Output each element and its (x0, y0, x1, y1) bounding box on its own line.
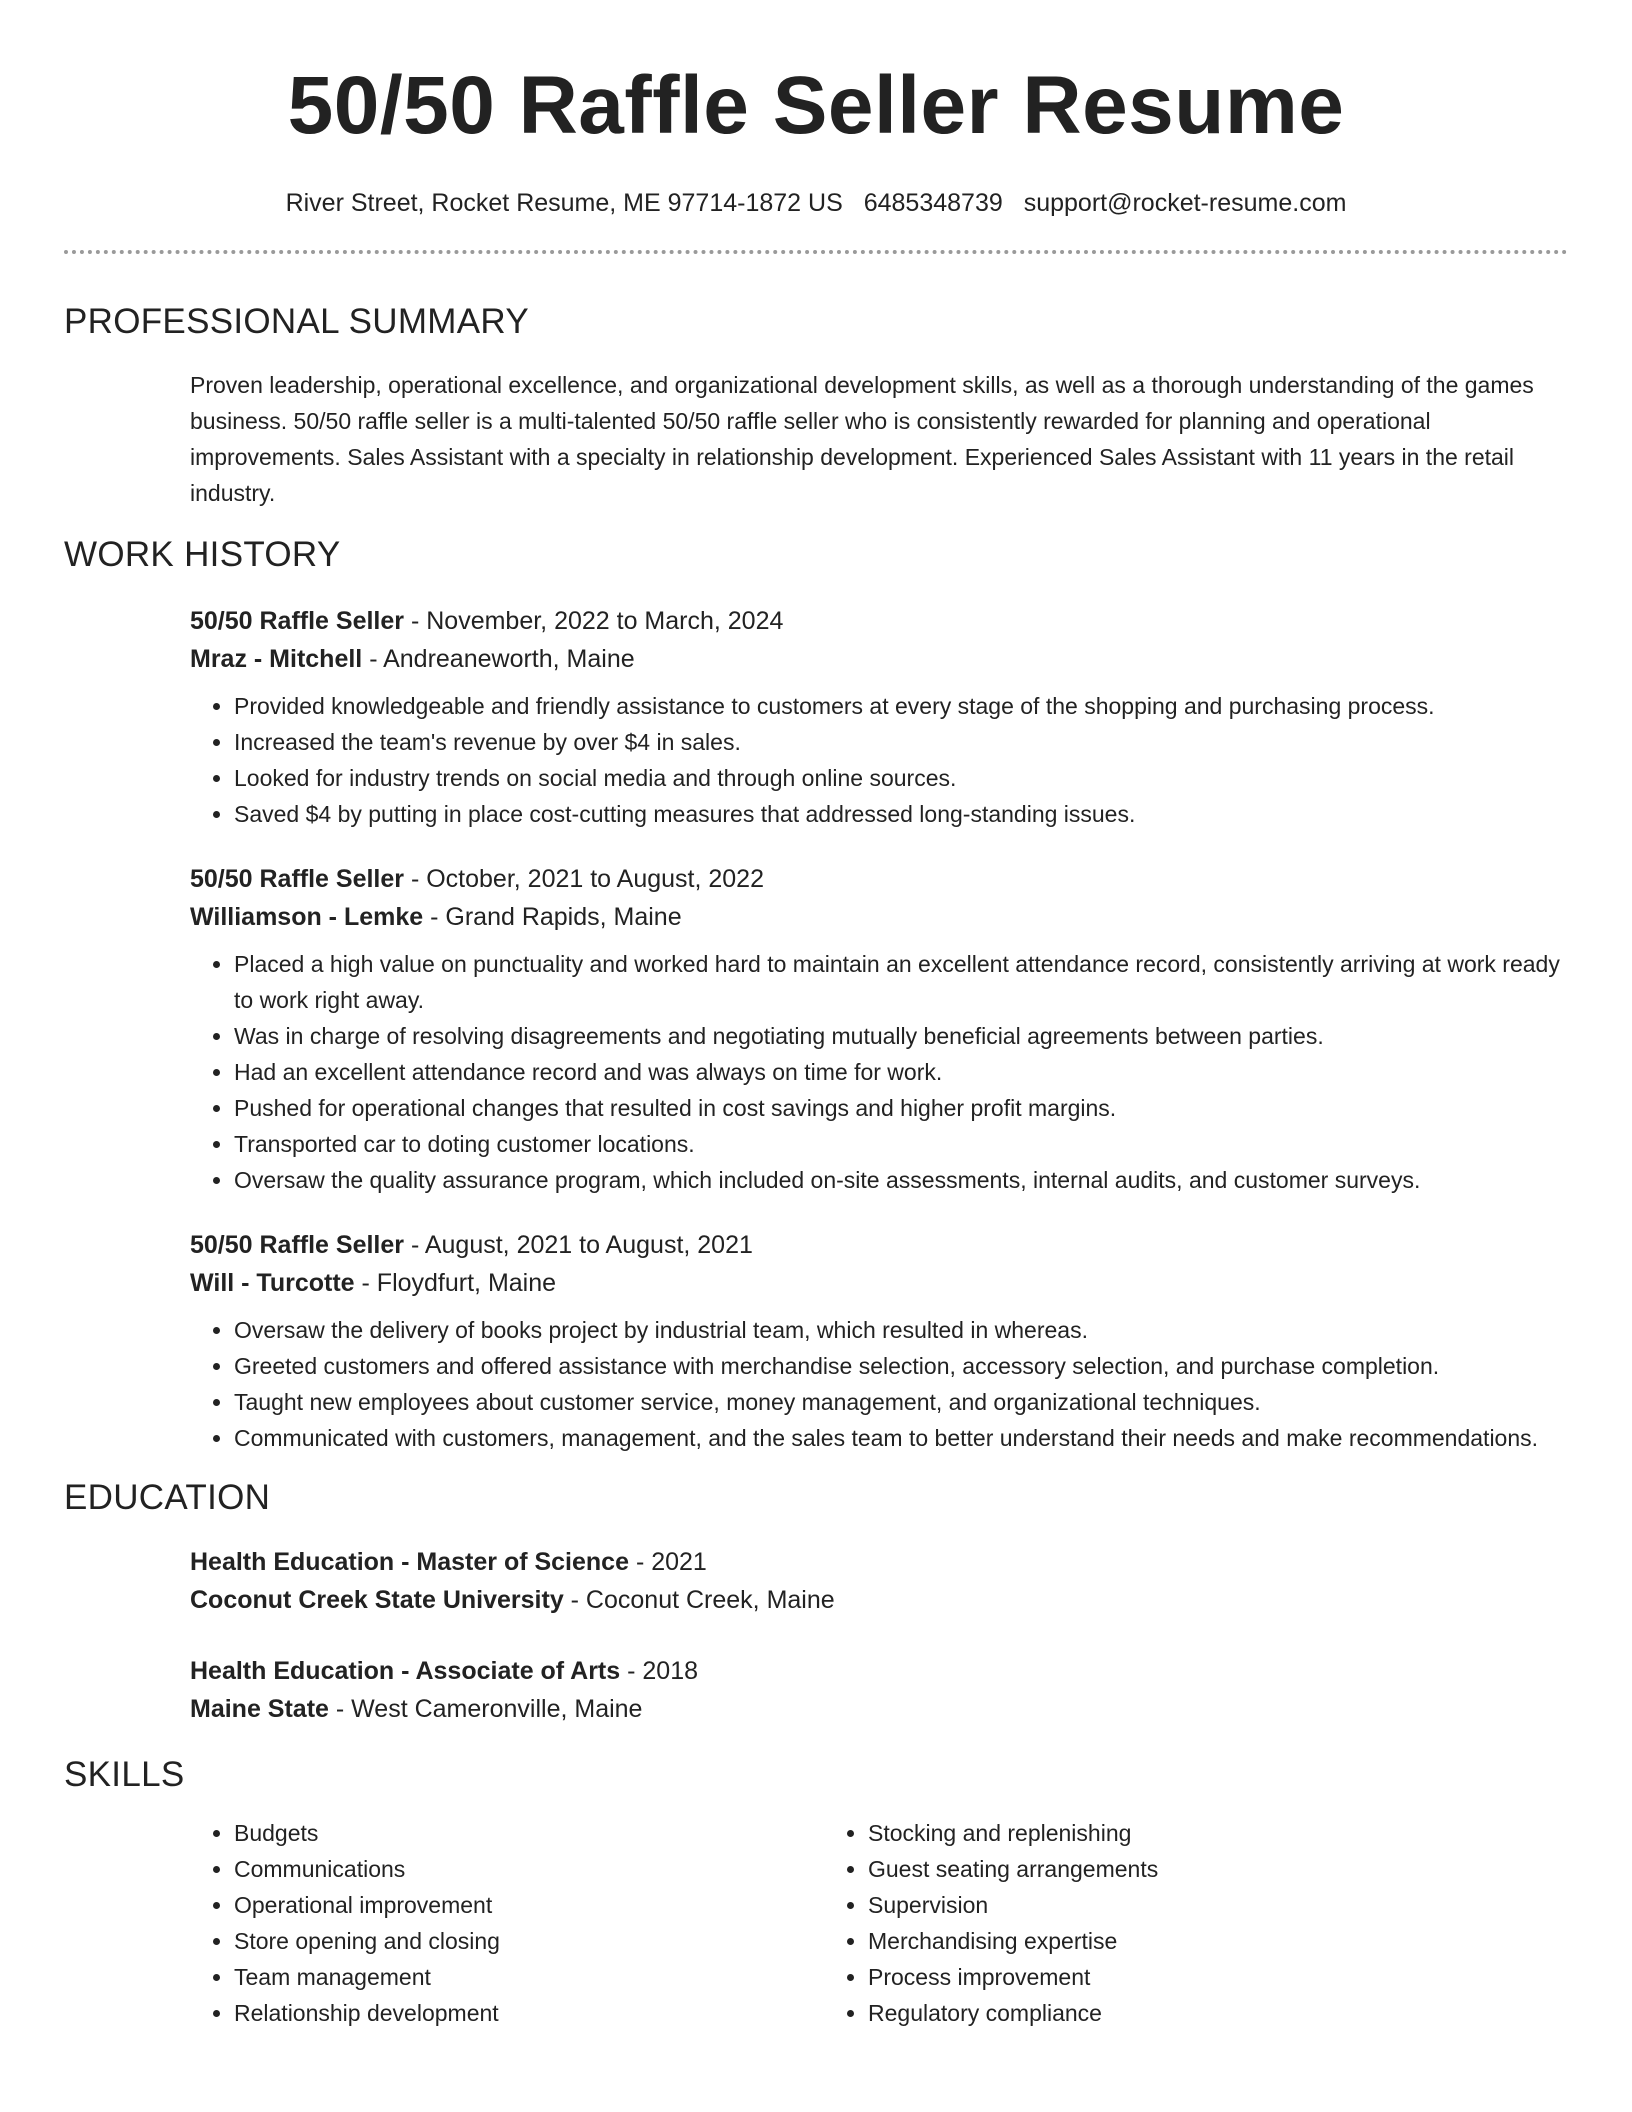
job-company: Mraz - Mitchell (190, 645, 363, 673)
job-dates: - November, 2022 to March, 2024 (404, 607, 784, 635)
skills-column-right (824, 1815, 1458, 2031)
job-title: 50/50 Raffle Seller (190, 1231, 405, 1259)
work-history-heading: WORK HISTORY (64, 535, 341, 574)
skill-item: • Stocking and replenishing (868, 1815, 1458, 1851)
skill-item: • Communications (234, 1851, 824, 1887)
job-dates: - August, 2021 to August, 2021 (404, 1231, 753, 1259)
school-name: Coconut Creek State University (190, 1586, 564, 1614)
job-title-line (190, 860, 1568, 898)
skills-grid (190, 1815, 1568, 2031)
education-heading: EDUCATION (64, 1478, 271, 1517)
skills-heading: SKILLS (64, 1755, 185, 1794)
job-bullets (190, 688, 1568, 832)
skills-column-left (190, 1815, 824, 2031)
job-dates: - October, 2021 to August, 2022 (404, 865, 764, 893)
job-bullet: • Provided knowledgeable and friendly assistance to customers at every stage of the shopping and purchasing process. (234, 688, 1568, 724)
job-bullets (190, 946, 1568, 1198)
job-title: 50/50 Raffle Seller (190, 607, 405, 635)
skill-item: • Store opening and closing (234, 1923, 824, 1959)
job-bullet: • Communicated with customers, management, and the sales team to better understand their needs and make recommendations. (234, 1420, 1568, 1456)
school-name: Maine State (190, 1695, 329, 1723)
job-bullet: • Pushed for operational changes that resulted in cost savings and higher profit margins. (234, 1090, 1568, 1126)
degree-name: Health Education - Associate of Arts (190, 1657, 621, 1685)
skill-item: • Process improvement (868, 1959, 1458, 1995)
skill-item: • Team management (234, 1959, 824, 1995)
job-title-line (190, 602, 1568, 640)
job-bullet: • Was in charge of resolving disagreements and negotiating mutually beneficial agreements between parties. (234, 1018, 1568, 1054)
job-title: 50/50 Raffle Seller (190, 865, 405, 893)
contact-line (64, 186, 1568, 220)
job-bullet: • Oversaw the quality assurance program, which included on-site assessments, internal audits, and customer surveys. (234, 1162, 1568, 1198)
job-company-line (190, 898, 1568, 936)
school-location: - West Cameronville, Maine (328, 1695, 643, 1723)
contact-address: River Street, Rocket Resume, ME 97714-1872 US (285, 189, 843, 217)
page-title: 50/50 Raffle Seller Resume (287, 60, 1345, 151)
skill-item: • Guest seating arrangements (868, 1851, 1458, 1887)
summary-text: Proven leadership, operational excellence, and organizational development skills, as well as a thorough understanding of the games business. 50/50 raffle seller is a multi-talented 50/50 raffle seller who is consistently rewarded for planning and operational improvements. Sales Assistant with a specialty in relationship development. Experienced Sales Assistant with 11 years in the retail industry. (190, 372, 1534, 506)
job-bullet: • Oversaw the delivery of books project by industrial team, which resulted in whereas. (234, 1312, 1568, 1348)
job-entry (190, 860, 1568, 1198)
job-company: Will - Turcotte (190, 1269, 355, 1297)
skill-item: • Budgets (234, 1815, 824, 1851)
job-company: Williamson - Lemke (190, 903, 424, 931)
contact-email: support@rocket-resume.com (1023, 189, 1347, 217)
school-line (190, 1581, 1568, 1619)
job-location: - Floydfurt, Maine (354, 1269, 557, 1297)
job-location: - Andreaneworth, Maine (362, 645, 635, 673)
degree-line (190, 1543, 1568, 1581)
job-location: - Grand Rapids, Maine (423, 903, 682, 931)
job-bullet: • Saved $4 by putting in place cost-cutting measures that addressed long-standing issues. (234, 796, 1568, 832)
job-bullet: • Greeted customers and offered assistance with merchandise selection, accessory selection, and purchase completion. (234, 1348, 1568, 1384)
job-entry (190, 1226, 1568, 1456)
job-bullet: • Increased the team's revenue by over $4 in sales. (234, 724, 1568, 760)
education-entry (190, 1652, 1568, 1728)
job-company-line (190, 1264, 1568, 1302)
job-bullet: • Taught new employees about customer service, money management, and organizational techniques. (234, 1384, 1568, 1420)
job-company-line (190, 640, 1568, 678)
job-bullet: • Transported car to doting customer locations. (234, 1126, 1568, 1162)
school-line (190, 1690, 1568, 1728)
job-entry (190, 602, 1568, 832)
skill-item: • Supervision (868, 1887, 1458, 1923)
header-divider (64, 250, 1568, 254)
contact-phone: 6485348739 (863, 189, 1003, 217)
degree-year: - 2021 (629, 1548, 707, 1576)
job-bullet: • Looked for industry trends on social media and through online sources. (234, 760, 1568, 796)
degree-year: - 2018 (620, 1657, 699, 1685)
job-bullet: • Had an excellent attendance record and was always on time for work. (234, 1054, 1568, 1090)
skill-item: • Operational improvement (234, 1887, 824, 1923)
degree-name: Health Education - Master of Science (190, 1548, 629, 1576)
job-bullet: • Placed a high value on punctuality and worked hard to maintain an excellent attendance record, consistently arriving at work ready to work right away. (234, 946, 1568, 1018)
summary-heading: PROFESSIONAL SUMMARY (64, 302, 529, 341)
job-bullets (190, 1312, 1568, 1456)
skill-item: • Relationship development (234, 1995, 824, 2031)
skill-item: • Regulatory compliance (868, 1995, 1458, 2031)
education-entry (190, 1543, 1568, 1619)
skill-item: • Merchandising expertise (868, 1923, 1458, 1959)
degree-line (190, 1652, 1568, 1690)
school-location: - Coconut Creek, Maine (563, 1586, 835, 1614)
job-title-line (190, 1226, 1568, 1264)
